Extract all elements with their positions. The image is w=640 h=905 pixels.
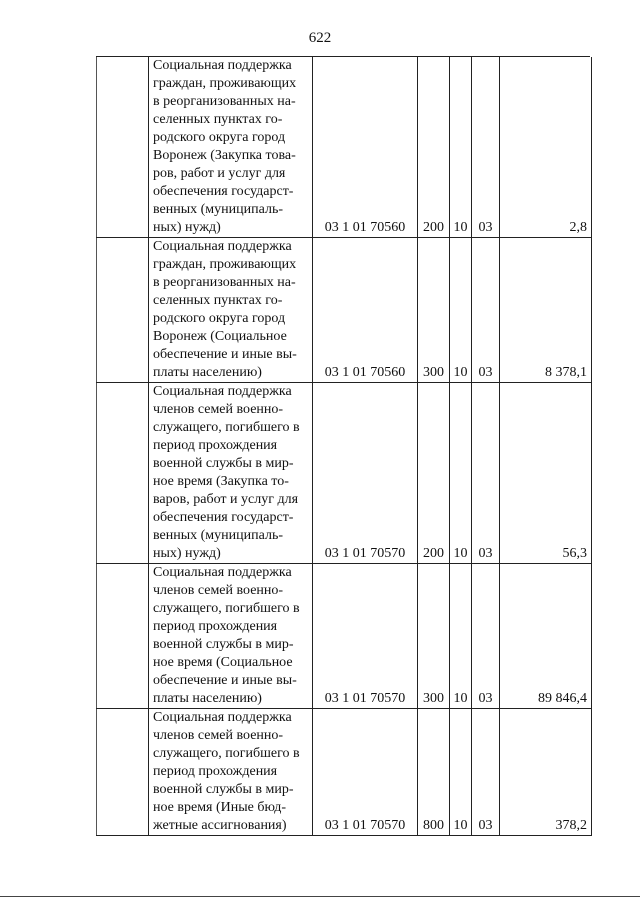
expense-name-cell: Социальная поддержка членов семей военно- служащего, погибшего в период прохождения военной службы в мир- ное время (Иные бюд- жетные ассигнования) [149,709,313,836]
expense-name-cell: Социальная поддержка членов семей военно- служащего, погибшего в период прохождения военной службы в мир- ное время (Социальное обеспечение и иные вы- платы населению) [149,564,313,709]
subsection-cell: 03 [472,709,500,836]
section-cell: 10 [450,564,472,709]
row-number-cell [97,57,149,238]
amount-cell: 89 846,4 [500,564,592,709]
expense-name-cell: Социальная поддержка граждан, проживающих в реорганизованных на- селенных пунктах го- родского округа город Воронеж (Закупка това- ров, работ и услуг для обеспечения государст- венных (муниципаль- ных) нужд) [149,57,313,238]
subsection-cell: 03 [472,564,500,709]
row-number-cell [97,238,149,383]
amount-cell: 8 378,1 [500,238,592,383]
section-cell: 10 [450,238,472,383]
subsection-cell: 03 [472,238,500,383]
target-code-cell: 03 1 01 70560 [313,238,418,383]
expense-name-cell: Социальная поддержка членов семей военно- служащего, погибшего в период прохождения военной службы в мир- ное время (Закупка то- варов, работ и услуг для обеспечения государст- венных (муниципаль- ных) нужд) [149,383,313,564]
expense-type-cell: 200 [418,383,450,564]
expense-type-cell: 800 [418,709,450,836]
amount-cell: 56,3 [500,383,592,564]
page-number: 622 [308,30,332,46]
expense-type-cell: 200 [418,57,450,238]
expense-name-cell: Социальная поддержка граждан, проживающих в реорганизованных на- селенных пунктах го- родского округа город Воронеж (Социальное обеспечение и иные вы- платы населению) [149,238,313,383]
row-number-cell [97,564,149,709]
target-code-cell: 03 1 01 70560 [313,57,418,238]
subsection-cell: 03 [472,383,500,564]
target-code-cell: 03 1 01 70570 [313,709,418,836]
target-code-cell: 03 1 01 70570 [313,564,418,709]
table-row [97,709,592,836]
table-row [97,238,592,383]
table-row [97,57,592,238]
table-row [97,564,592,709]
section-cell: 10 [450,57,472,238]
subsection-cell: 03 [472,57,500,238]
section-cell: 10 [450,709,472,836]
budget-table [96,57,592,836]
section-cell: 10 [450,383,472,564]
amount-cell: 2,8 [500,57,592,238]
target-code-cell: 03 1 01 70570 [313,383,418,564]
page-bottom-rule [0,896,640,897]
expense-type-cell: 300 [418,238,450,383]
row-number-cell [97,709,149,836]
expense-type-cell: 300 [418,564,450,709]
row-number-cell [97,383,149,564]
table-row [97,383,592,564]
amount-cell: 378,2 [500,709,592,836]
